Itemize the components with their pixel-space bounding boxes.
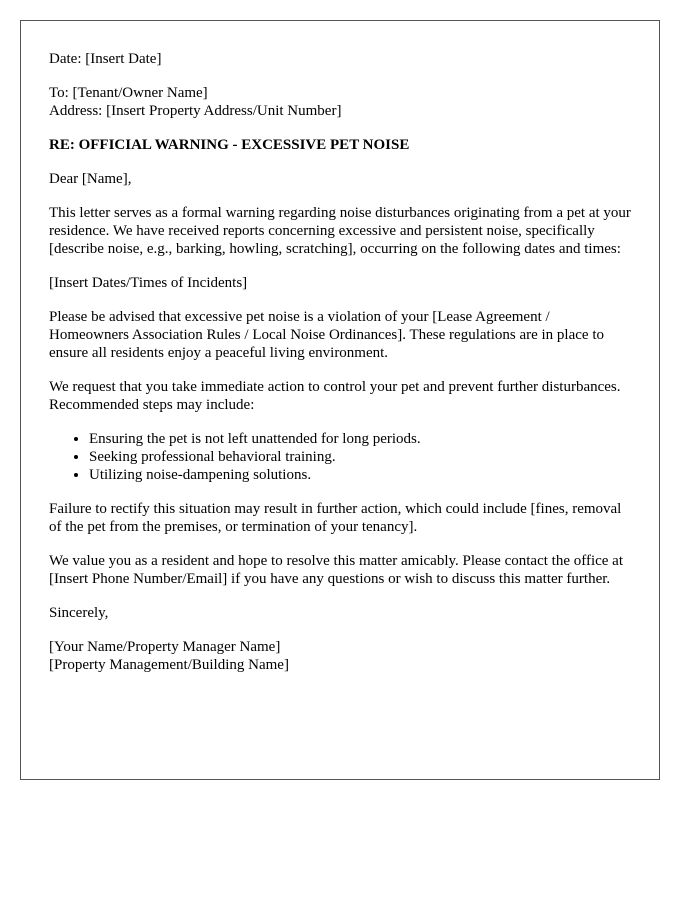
salutation: Dear [Name], <box>49 171 132 187</box>
incidents-placeholder: [Insert Dates/Times of Incidents] <box>49 275 248 291</box>
letter-document <box>20 20 660 780</box>
signature-organization: [Property Management/Building Name] <box>49 657 289 673</box>
paragraph-consequences: Failure to rectify this situation may result in further action, which could include [fines, removal of the pet from the premises, or termination of your tenancy]. <box>49 501 622 535</box>
list-item: • Utilizing noise-dampening solutions. <box>89 466 631 484</box>
list-item: • Ensuring the pet is not left unattended for long periods. <box>89 430 631 448</box>
recipient-address: Address: [Insert Property Address/Unit Number] <box>49 103 342 119</box>
paragraph-request: We request that you take immediate action to control your pet and prevent further disturbances. Recommended steps may include: <box>49 379 621 413</box>
paragraph-violation: Please be advised that excessive pet noise is a violation of your [Lease Agreement / Homeowners Association Rules / Local Noise Ordinances]. These regulations are in place to ensure all residents enjoy a peaceful living environment. <box>49 309 604 361</box>
recipient-block <box>49 84 631 120</box>
paragraph-warning: This letter serves as a formal warning regarding noise disturbances originating from a pet at your residence. We have received reports concerning excessive and persistent noise, specifically [describe noise, e.g., barking, howling, scratching], occurring on the following dates and times: <box>49 205 631 257</box>
date-line: Date: [Insert Date] <box>49 51 162 67</box>
subject-line: RE: OFFICIAL WARNING - EXCESSIVE PET NOISE <box>49 137 410 153</box>
closing: Sincerely, <box>49 605 109 621</box>
list-item: • Seeking professional behavioral training. <box>89 448 631 466</box>
recipient-name: To: [Tenant/Owner Name] <box>49 85 208 101</box>
recommended-steps-list <box>49 430 631 484</box>
signature-block <box>49 638 631 674</box>
paragraph-contact: We value you as a resident and hope to resolve this matter amicably. Please contact the office at [Insert Phone Number/Email] if you have any questions or wish to discuss this matter further. <box>49 553 623 587</box>
signature-name: [Your Name/Property Manager Name] <box>49 639 281 655</box>
